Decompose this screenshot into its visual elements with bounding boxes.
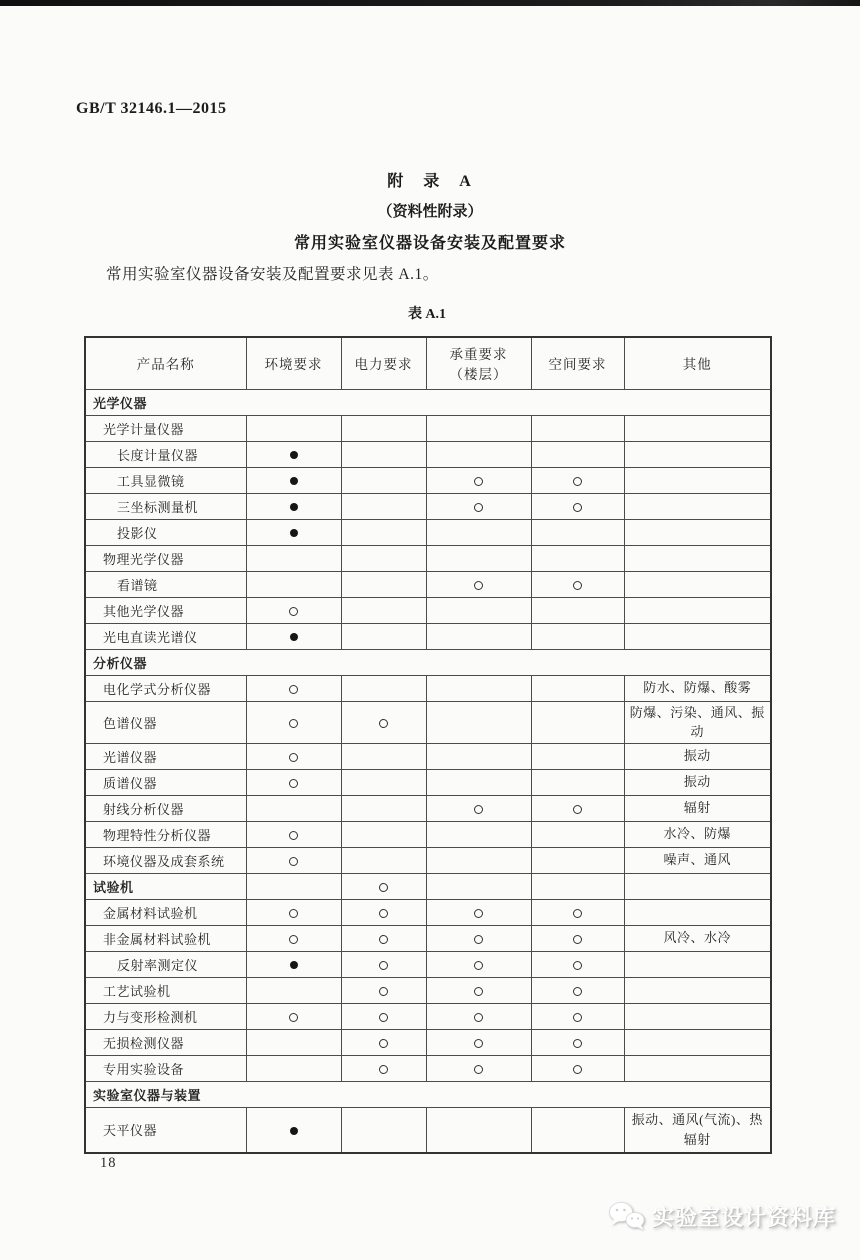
requirement-mark-cell — [246, 545, 341, 571]
requirement-mark-cell — [531, 415, 624, 441]
product-name-cell: 长度计量仪器 — [85, 441, 246, 467]
column-header-label: 其他 — [682, 357, 712, 373]
appendix-title-block — [0, 168, 860, 253]
other-requirements-cell — [624, 441, 771, 467]
requirement-mark-cell — [531, 467, 624, 493]
product-name-cell: 试验机 — [85, 873, 246, 899]
table-row — [85, 1055, 771, 1081]
requirement-mark-cell — [426, 1055, 531, 1081]
requirement-mark-cell — [246, 899, 341, 925]
requirement-mark-cell — [531, 951, 624, 977]
table-row — [85, 441, 771, 467]
open-circle-mark — [474, 1013, 483, 1022]
table-caption: 表 A.1 — [407, 307, 447, 322]
table-row — [85, 493, 771, 519]
requirement-mark-cell — [246, 701, 341, 743]
section-row — [85, 1081, 771, 1107]
requirement-mark-cell — [531, 545, 624, 571]
open-circle-mark — [474, 935, 483, 944]
requirement-mark-cell — [426, 769, 531, 795]
open-circle-mark — [379, 961, 388, 970]
requirement-mark-cell — [246, 415, 341, 441]
requirement-mark-cell — [426, 571, 531, 597]
open-circle-mark — [573, 1065, 582, 1074]
requirement-mark-cell — [341, 1003, 426, 1029]
other-requirements-cell: 辐射 — [624, 795, 771, 821]
open-circle-mark — [573, 805, 582, 814]
open-circle-mark — [379, 987, 388, 996]
requirement-mark-cell — [246, 1003, 341, 1029]
filled-circle-mark — [290, 503, 298, 511]
table-row — [85, 571, 771, 597]
requirement-mark-cell — [426, 623, 531, 649]
requirement-mark-cell — [531, 795, 624, 821]
table-row — [85, 1003, 771, 1029]
column-header-label: 产品名称 — [136, 357, 195, 373]
requirement-mark-cell — [246, 873, 341, 899]
open-circle-mark — [573, 935, 582, 944]
requirement-mark-cell — [426, 545, 531, 571]
requirement-mark-cell — [426, 415, 531, 441]
table-row — [85, 977, 771, 1003]
section-row — [85, 389, 771, 415]
open-circle-mark — [289, 779, 298, 788]
product-name-cell: 色谱仪器 — [85, 701, 246, 743]
requirement-mark-cell — [246, 1055, 341, 1081]
requirement-mark-cell — [531, 701, 624, 743]
requirement-mark-cell — [341, 675, 426, 701]
requirement-mark-cell — [341, 519, 426, 545]
product-name-cell: 电化学式分析仪器 — [85, 675, 246, 701]
open-circle-mark — [289, 909, 298, 918]
product-name-cell: 质谱仪器 — [85, 769, 246, 795]
product-name-cell: 看谱镜 — [85, 571, 246, 597]
requirement-mark-cell — [531, 899, 624, 925]
column-header-label: 空间要求 — [548, 357, 607, 373]
requirement-mark-cell — [246, 951, 341, 977]
requirement-mark-cell — [426, 977, 531, 1003]
requirement-mark-cell — [246, 597, 341, 623]
product-name-cell: 光电直读光谱仪 — [85, 623, 246, 649]
requirement-mark-cell — [426, 1003, 531, 1029]
filled-circle-mark — [290, 529, 298, 537]
other-requirements-cell — [624, 1029, 771, 1055]
requirement-mark-cell — [426, 519, 531, 545]
requirement-mark-cell — [531, 873, 624, 899]
column-header-label: 承重要求 — [449, 347, 508, 363]
other-requirements-cell — [624, 415, 771, 441]
column-header — [85, 337, 246, 389]
requirement-mark-cell — [341, 415, 426, 441]
requirement-mark-cell — [341, 873, 426, 899]
other-requirements-cell: 防爆、污染、通风、振动 — [624, 701, 771, 743]
requirement-mark-cell — [531, 743, 624, 769]
requirement-mark-cell — [246, 571, 341, 597]
open-circle-mark — [379, 935, 388, 944]
requirement-mark-cell — [341, 597, 426, 623]
requirement-mark-cell — [341, 821, 426, 847]
requirement-mark-cell — [341, 1029, 426, 1055]
page-number: 18 — [100, 1155, 117, 1171]
requirement-mark-cell — [246, 623, 341, 649]
table-row — [85, 795, 771, 821]
table-row — [85, 701, 771, 743]
open-circle-mark — [289, 685, 298, 694]
table-header — [85, 337, 771, 389]
other-requirements-cell — [624, 623, 771, 649]
requirement-mark-cell — [531, 977, 624, 1003]
standard-number: GB/T 32146.1—2015 — [76, 100, 227, 117]
open-circle-mark — [474, 909, 483, 918]
table-row — [85, 821, 771, 847]
filled-circle-mark — [290, 1127, 298, 1135]
requirement-mark-cell — [426, 899, 531, 925]
other-requirements-cell: 噪声、通风 — [624, 847, 771, 873]
product-name-cell: 光学计量仪器 — [85, 415, 246, 441]
requirement-mark-cell — [246, 925, 341, 951]
requirement-mark-cell — [531, 769, 624, 795]
requirement-mark-cell — [246, 675, 341, 701]
requirement-mark-cell — [341, 701, 426, 743]
requirement-mark-cell — [341, 899, 426, 925]
table-row — [85, 1107, 771, 1153]
open-circle-mark — [379, 1013, 388, 1022]
table-row — [85, 925, 771, 951]
open-circle-mark — [474, 1039, 483, 1048]
requirement-mark-cell — [531, 597, 624, 623]
section-row — [85, 649, 771, 675]
open-circle-mark — [474, 477, 483, 486]
requirement-mark-cell — [246, 977, 341, 1003]
requirements-table — [84, 336, 772, 1154]
open-circle-mark — [573, 1039, 582, 1048]
other-requirements-cell — [624, 467, 771, 493]
requirement-mark-cell — [426, 467, 531, 493]
open-circle-mark — [474, 581, 483, 590]
table-row — [85, 467, 771, 493]
requirement-mark-cell — [531, 519, 624, 545]
requirement-mark-cell — [246, 1107, 341, 1153]
requirement-mark-cell — [426, 701, 531, 743]
other-requirements-cell — [624, 977, 771, 1003]
requirement-mark-cell — [341, 571, 426, 597]
requirement-mark-cell — [246, 467, 341, 493]
requirement-mark-cell — [341, 441, 426, 467]
open-circle-mark — [379, 1065, 388, 1074]
open-circle-mark — [474, 1065, 483, 1074]
requirement-mark-cell — [341, 769, 426, 795]
requirement-mark-cell — [531, 623, 624, 649]
other-requirements-cell — [624, 571, 771, 597]
requirement-mark-cell — [531, 571, 624, 597]
requirement-mark-cell — [426, 873, 531, 899]
product-name-cell: 三坐标测量机 — [85, 493, 246, 519]
requirement-mark-cell — [341, 951, 426, 977]
requirement-mark-cell — [426, 795, 531, 821]
other-requirements-cell: 振动 — [624, 743, 771, 769]
open-circle-mark — [573, 581, 582, 590]
requirement-mark-cell — [341, 467, 426, 493]
requirement-mark-cell — [426, 493, 531, 519]
requirement-mark-cell — [341, 623, 426, 649]
appendix-title: 附 录 A — [387, 173, 473, 190]
section-row — [85, 873, 771, 899]
table-row — [85, 743, 771, 769]
wechat-icon — [608, 1200, 646, 1232]
requirement-mark-cell — [531, 1055, 624, 1081]
requirement-mark-cell — [341, 1055, 426, 1081]
product-name-cell: 天平仪器 — [85, 1107, 246, 1153]
header-row — [85, 337, 771, 389]
product-name-cell: 金属材料试验机 — [85, 899, 246, 925]
product-name-cell: 反射率测定仪 — [85, 951, 246, 977]
open-circle-mark — [379, 909, 388, 918]
requirement-mark-cell — [426, 847, 531, 873]
open-circle-mark — [474, 805, 483, 814]
product-name-cell: 实验室仪器与装置 — [85, 1081, 771, 1107]
requirement-mark-cell — [531, 493, 624, 519]
other-requirements-cell — [624, 545, 771, 571]
product-name-cell: 分析仪器 — [85, 649, 771, 675]
product-name-cell: 专用实验设备 — [85, 1055, 246, 1081]
product-name-cell: 环境仪器及成套系统 — [85, 847, 246, 873]
requirement-mark-cell — [341, 847, 426, 873]
requirement-mark-cell — [531, 925, 624, 951]
column-header-sublabel: （楼层） — [449, 367, 508, 383]
other-requirements-cell — [624, 1055, 771, 1081]
open-circle-mark — [379, 719, 388, 728]
requirement-mark-cell — [246, 1029, 341, 1055]
requirement-mark-cell — [246, 493, 341, 519]
product-name-cell: 投影仪 — [85, 519, 246, 545]
open-circle-mark — [289, 857, 298, 866]
product-name-cell: 物理特性分析仪器 — [85, 821, 246, 847]
column-header-label: 环境要求 — [264, 357, 323, 373]
open-circle-mark — [289, 607, 298, 616]
table-row — [85, 519, 771, 545]
requirement-mark-cell — [426, 821, 531, 847]
column-header-label: 电力要求 — [354, 357, 413, 373]
requirement-mark-cell — [246, 769, 341, 795]
product-name-cell: 射线分析仪器 — [85, 795, 246, 821]
product-name-cell: 其他光学仪器 — [85, 597, 246, 623]
column-header — [246, 337, 341, 389]
requirement-mark-cell — [426, 597, 531, 623]
column-header — [624, 337, 771, 389]
open-circle-mark — [379, 1039, 388, 1048]
requirement-mark-cell — [426, 951, 531, 977]
product-name-cell: 非金属材料试验机 — [85, 925, 246, 951]
table-row — [85, 951, 771, 977]
other-requirements-cell: 水冷、防爆 — [624, 821, 771, 847]
product-name-cell: 物理光学仪器 — [85, 545, 246, 571]
product-name-cell: 光谱仪器 — [85, 743, 246, 769]
product-name-cell: 工具显微镜 — [85, 467, 246, 493]
open-circle-mark — [573, 987, 582, 996]
table-row — [85, 899, 771, 925]
filled-circle-mark — [290, 633, 298, 641]
watermark — [608, 1200, 836, 1232]
other-requirements-cell — [624, 597, 771, 623]
requirement-mark-cell — [531, 1029, 624, 1055]
table-row — [85, 675, 771, 701]
requirement-mark-cell — [426, 743, 531, 769]
requirement-mark-cell — [341, 743, 426, 769]
requirement-mark-cell — [531, 1003, 624, 1029]
requirement-mark-cell — [531, 1107, 624, 1153]
other-requirements-cell — [624, 951, 771, 977]
watermark-text: 实验室设计资料库 — [651, 1204, 836, 1230]
other-requirements-cell — [624, 1003, 771, 1029]
requirement-mark-cell — [426, 675, 531, 701]
requirement-mark-cell — [341, 977, 426, 1003]
product-name-cell: 光学仪器 — [85, 389, 771, 415]
other-requirements-cell — [624, 519, 771, 545]
open-circle-mark — [289, 935, 298, 944]
product-name-cell: 力与变形检测机 — [85, 1003, 246, 1029]
scan-top-edge — [0, 0, 860, 6]
table-row — [85, 597, 771, 623]
table-row — [85, 415, 771, 441]
column-header — [426, 337, 531, 389]
requirement-mark-cell — [246, 441, 341, 467]
other-requirements-cell: 风冷、水冷 — [624, 925, 771, 951]
open-circle-mark — [474, 961, 483, 970]
open-circle-mark — [474, 987, 483, 996]
product-name-cell: 无损检测仪器 — [85, 1029, 246, 1055]
open-circle-mark — [573, 961, 582, 970]
open-circle-mark — [289, 719, 298, 728]
requirement-mark-cell — [426, 1029, 531, 1055]
requirement-mark-cell — [426, 1107, 531, 1153]
other-requirements-cell — [624, 873, 771, 899]
requirement-mark-cell — [246, 743, 341, 769]
table-row — [85, 769, 771, 795]
filled-circle-mark — [290, 451, 298, 459]
open-circle-mark — [379, 883, 388, 892]
table-row — [85, 847, 771, 873]
other-requirements-cell — [624, 493, 771, 519]
open-circle-mark — [474, 503, 483, 512]
requirement-mark-cell — [426, 441, 531, 467]
other-requirements-cell: 防水、防爆、酸雾 — [624, 675, 771, 701]
filled-circle-mark — [290, 477, 298, 485]
open-circle-mark — [289, 831, 298, 840]
requirement-mark-cell — [531, 441, 624, 467]
other-requirements-cell: 振动、通风(气流)、热辐射 — [624, 1107, 771, 1153]
appendix-heading: 常用实验室仪器设备安装及配置要求 — [293, 235, 566, 252]
table-row — [85, 1029, 771, 1055]
other-requirements-cell — [624, 899, 771, 925]
column-header — [341, 337, 426, 389]
requirement-mark-cell — [341, 493, 426, 519]
filled-circle-mark — [290, 961, 298, 969]
open-circle-mark — [289, 753, 298, 762]
requirement-mark-cell — [341, 545, 426, 571]
product-name-cell: 工艺试验机 — [85, 977, 246, 1003]
requirement-mark-cell — [246, 519, 341, 545]
other-requirements-cell: 振动 — [624, 769, 771, 795]
open-circle-mark — [573, 503, 582, 512]
requirement-mark-cell — [246, 821, 341, 847]
requirement-mark-cell — [531, 847, 624, 873]
requirement-mark-cell — [246, 795, 341, 821]
open-circle-mark — [573, 477, 582, 486]
open-circle-mark — [289, 1013, 298, 1022]
requirement-mark-cell — [341, 1107, 426, 1153]
requirement-mark-cell — [341, 925, 426, 951]
requirement-mark-cell — [246, 847, 341, 873]
table-body — [85, 389, 771, 1153]
requirement-mark-cell — [531, 821, 624, 847]
appendix-subtitle: （资料性附录） — [377, 204, 483, 220]
requirement-mark-cell — [426, 925, 531, 951]
open-circle-mark — [573, 1013, 582, 1022]
open-circle-mark — [573, 909, 582, 918]
table-row — [85, 545, 771, 571]
table-row — [85, 623, 771, 649]
requirement-mark-cell — [341, 795, 426, 821]
requirement-mark-cell — [531, 675, 624, 701]
column-header — [531, 337, 624, 389]
intro-paragraph: 常用实验室仪器设备安装及配置要求见表 A.1。 — [106, 266, 439, 283]
